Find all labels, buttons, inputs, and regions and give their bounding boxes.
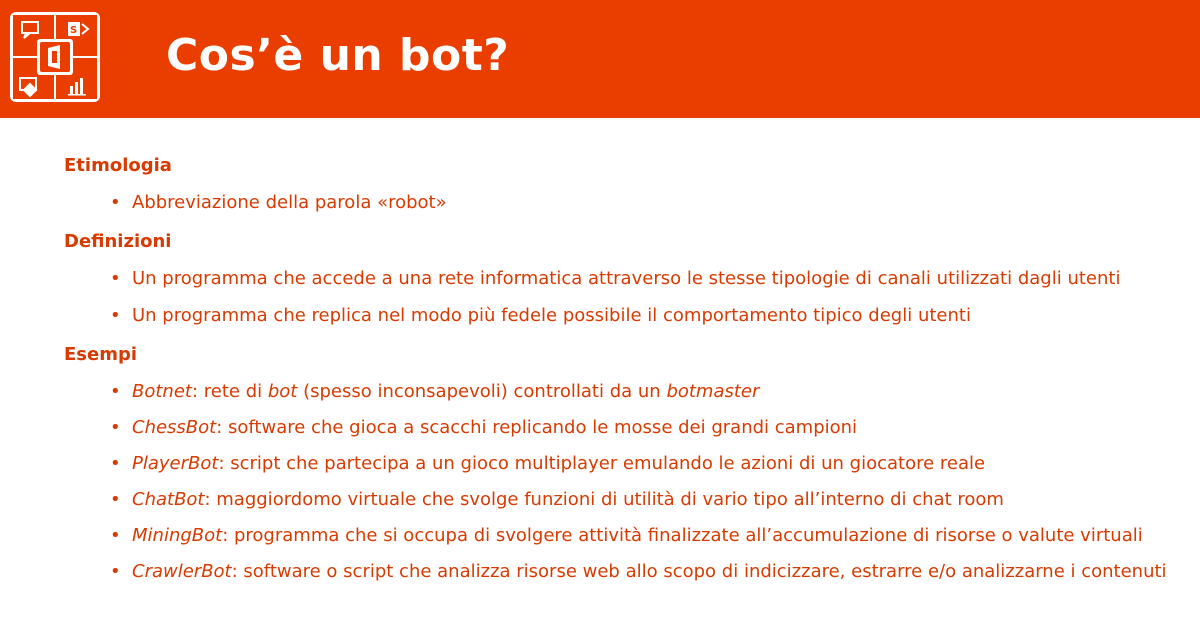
section-heading-etimologia: Etimologia	[64, 155, 172, 176]
bullet-icon: •	[110, 417, 121, 438]
bullet-icon: •	[110, 453, 121, 474]
bullet-icon: •	[110, 489, 121, 510]
bullet-icon: •	[110, 561, 121, 582]
section-heading-definizioni: Definizioni	[64, 231, 172, 252]
bullet-icon: •	[110, 268, 121, 289]
bullet-icon: •	[110, 305, 121, 326]
bullet-icon: •	[110, 381, 121, 402]
section-heading-esempi: Esempi	[64, 344, 138, 365]
slide-content: Etimologia • Abbreviazione della parola «robot» Definizioni • Un programma che accede a una rete informatica attraverso le stesse tipologie di canali utilizzati dagli utenti • Un programma che replica nel modo più fedele possibile il comportamento tipico degli utenti Esempi • Botnet: rete di bot (spesso inconsapevoli) controllati da un botmaster • ChessBot: software che gioca a scacchi replicando le mosse dei grandi campioni • PlayerBot: script che partecipa a un gioco multiplayer emulando le azioni di un giocatore reale • ChatBot: maggiordomo virtuale che svolge funzioni di utilità di vario tipo all’interno di chat room • MiningBot: programma che si occupa di svolgere attività finalizzate all’accumulazione di risorse o valute virtuali • CrawlerBot: software o script che analizza risorse web allo scopo di indicizzare, estrarre e/o analizzarne i contenuti	[64, 155, 1167, 582]
page-title: Cos’è un bot?	[166, 30, 510, 81]
bullet-icon: •	[110, 525, 121, 546]
bullet-icon: •	[110, 192, 121, 213]
svg-text:S: S	[70, 25, 78, 36]
